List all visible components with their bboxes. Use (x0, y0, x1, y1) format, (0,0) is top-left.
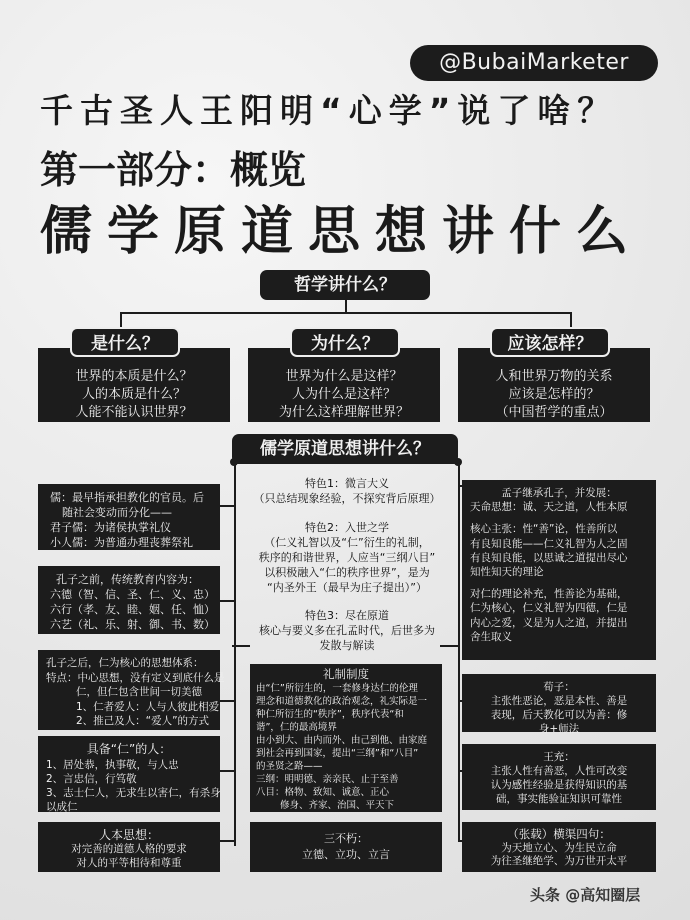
text-line: 仁为核心，仁义礼智为四德，仁是 (470, 602, 628, 615)
text-line: （只总结现象经验，不探究背后原理） (253, 492, 441, 505)
text-line: 理念和道德教化的政治观念，礼实际是一 (256, 696, 428, 707)
text-line: “内圣外王（最早为庄子提出）”） (267, 581, 427, 594)
text-line: 特色2：入世之学 (305, 521, 389, 534)
panel-zhangzai (462, 822, 656, 872)
text-line: 为往圣继绝学、为万世开太平 (490, 855, 628, 867)
text-line: 仁，但仁包含世间一切美德 (76, 686, 202, 698)
text-line: 六艺（礼、乐、射、御、书、数） (50, 618, 215, 631)
wangchong-title: 王充： (543, 751, 575, 763)
big-title: 儒学原道思想讲什么 (40, 202, 644, 262)
text-line: 有良知良能——仁义礼智为人之固 (470, 537, 628, 550)
text-line: 以积极融入“仁的秩序世界”，是为 (264, 566, 430, 579)
panel-sanbuxiu (250, 822, 442, 872)
lizhi-title: 礼制制度 (323, 667, 369, 681)
text-line: 础，事实能验证知识可靠性 (496, 793, 622, 805)
text-line: 有良知良能，以思诚之道提出尽心 (470, 551, 628, 564)
philosophy-box-how (458, 348, 650, 422)
text-line: 以成仁 (46, 801, 78, 813)
xunzi-title: 荀子： (543, 681, 575, 693)
text-line: 由“仁”所衍生的，一套修身达仁的伦理 (256, 683, 418, 694)
text-line: 君子儒：为诸侯执掌礼仪 (50, 521, 171, 534)
text-line: 内心之爱，义是为人之道，并提出 (470, 616, 628, 629)
confucian-heading: 儒学原道思想讲什么？ (232, 434, 458, 464)
author-handle-badge: @BubaiMarketer (410, 45, 658, 81)
text-line: 人能不能认识世界？ (75, 405, 193, 420)
text-line: （仁义礼智以及“仁”衍生的礼制， (264, 536, 430, 549)
panel-mencius (462, 480, 656, 660)
connector-left-4 (218, 770, 236, 772)
text-line: 孔子之后，仁为核心的思想体系： (46, 657, 204, 669)
ren-title: 具备“仁”的人： (86, 742, 172, 756)
text-line: 孟子继承孔子，并发展： (501, 487, 617, 499)
text-line: 1、居处恭，执事敬，与人忠 (46, 759, 179, 771)
text-line: 天命思想：诚、天之道，人性本原 (470, 501, 628, 514)
text-line: 为天地立心、为生民立命 (501, 841, 617, 854)
text-line: 人和世界万物的关系 (495, 369, 613, 384)
text-line: 对仁的理论补充，性善论为基础， (470, 588, 628, 601)
text-line: 为什么这样理解世界？ (278, 405, 409, 420)
connector-center-left (234, 462, 236, 846)
renben-title: 人本思想： (98, 828, 159, 842)
philosophy-box-what (38, 348, 230, 422)
philosophy-tag-what: 是什么？ (70, 327, 180, 357)
connector-left-3 (218, 700, 236, 702)
text-line: 特色1：微言大义 (305, 477, 389, 490)
text-line: 人为什么是这样？ (291, 387, 396, 402)
connector-center-right (458, 462, 460, 842)
connector-left-5 (218, 840, 236, 842)
panel-after-confucius (38, 650, 225, 730)
panel-xunzi (462, 674, 656, 735)
text-line: 舍生取义 (470, 630, 512, 643)
zhangzai-title: （张载）横渠四句： (507, 827, 611, 841)
text-line: （中国哲学的重点） (495, 405, 613, 420)
text-line: 特色3：尽在原道 (305, 609, 389, 622)
text-line: 世界为什么是这样？ (285, 369, 403, 384)
text-line: 主张性恶论，恶是本性、善是 (490, 695, 628, 707)
connector-left-1 (218, 505, 236, 507)
text-line: 对人的平等相待和尊重 (76, 857, 182, 869)
text-line: 六德（智、信、圣、仁、义、忠） (50, 588, 215, 601)
text-line: 发散与解读 (319, 639, 375, 652)
text-line: 知性知天的理论 (470, 566, 544, 579)
philosophy-tag-how: 应该怎样？ (490, 327, 610, 357)
text-line: 小人儒：为普通办理丧葬祭礼 (50, 536, 193, 549)
text-line: 六行（孝、友、睦、姻、任、恤） (50, 603, 215, 616)
text-line: 种仁所衍生的“秩序”，秩序代表“和 (256, 709, 404, 720)
text-line: 修身、齐家、治国、平天下 (280, 800, 395, 811)
philosophy-tag-why: 为什么？ (290, 327, 400, 357)
text-line: 三纲：明明德、亲亲民、止于至善 (256, 774, 399, 785)
text-line: 随社会变动而分化—— (62, 506, 172, 519)
tree-connector-root (345, 298, 347, 314)
section-title: 第一部分：概览 (40, 148, 307, 192)
text-line: 孔子之前，传统教育内容为： (56, 573, 199, 586)
text-line: 表现，后天教化可以为善：修 (490, 709, 628, 721)
feature-1 (240, 476, 454, 506)
text-line: 特点：中心思想，没有定义到底什么是 (46, 671, 225, 684)
text-line: 的圣贤之路—— (256, 761, 323, 772)
sanbuxiu-title: 三不朽： (324, 832, 368, 845)
text-line: 到社会再到国家，提出“三纲”和“八目” (256, 748, 419, 759)
text-line: 人的本质是什么？ (81, 387, 186, 402)
text-line: 由小到大、由内而外、由己到他、由家庭 (256, 735, 428, 746)
text-line: 立德、立功、立言 (302, 848, 390, 861)
text-line: 认为感性经验是获得知识的基 (490, 779, 628, 791)
feature-2 (240, 520, 454, 595)
panel-renben (38, 822, 220, 872)
philosophy-box-why (248, 348, 440, 422)
text-line: 应该是怎样的？ (508, 387, 600, 402)
text-line: 儒：最早指承担教化的官员。后 (50, 491, 204, 504)
panel-ru-definition (38, 484, 220, 550)
text-line: 1、仁者爱人：人与人彼此相爱 (76, 700, 220, 713)
text-line (470, 514, 648, 522)
panel-ren-person (38, 736, 220, 812)
text-line: 身+师法 (538, 723, 580, 735)
text-line: 3、志士仁人，无求生以害仁，有杀身 (46, 787, 221, 799)
text-line: 秩序的和谐世界，人应当“三纲八目” (258, 551, 436, 564)
text-line: 主张人性有善恶，人性可改变 (490, 765, 628, 777)
panel-before-confucius (38, 566, 220, 634)
text-line: 对完善的道德人格的要求 (71, 843, 187, 855)
philosophy-heading: 哲学讲什么？ (260, 270, 430, 300)
text-line (470, 579, 648, 587)
text-line: 2、推己及人：“爱人”的方式 (76, 715, 210, 727)
text-line: 谐”，仁的最高境界 (256, 722, 337, 733)
text-line: 核心主张：性“善”论，性善所以 (470, 523, 618, 536)
text-line: 2、言忠信，行笃敬 (46, 773, 137, 785)
text-line: 世界的本质是什么？ (75, 369, 193, 384)
text-line: 核心与要义多在孔孟时代，后世多为 (259, 624, 435, 637)
watermark: 头条 @高知圈层 (530, 886, 641, 904)
main-title: 千古圣人王阳明“心学”说了啥？ (40, 91, 618, 130)
feature-3 (240, 608, 454, 653)
panel-lizhi (250, 664, 442, 812)
text-line: 八目：格物、致知、诚意、正心 (256, 787, 390, 798)
panel-wangchong (462, 744, 656, 810)
connector-left-2 (218, 600, 236, 602)
